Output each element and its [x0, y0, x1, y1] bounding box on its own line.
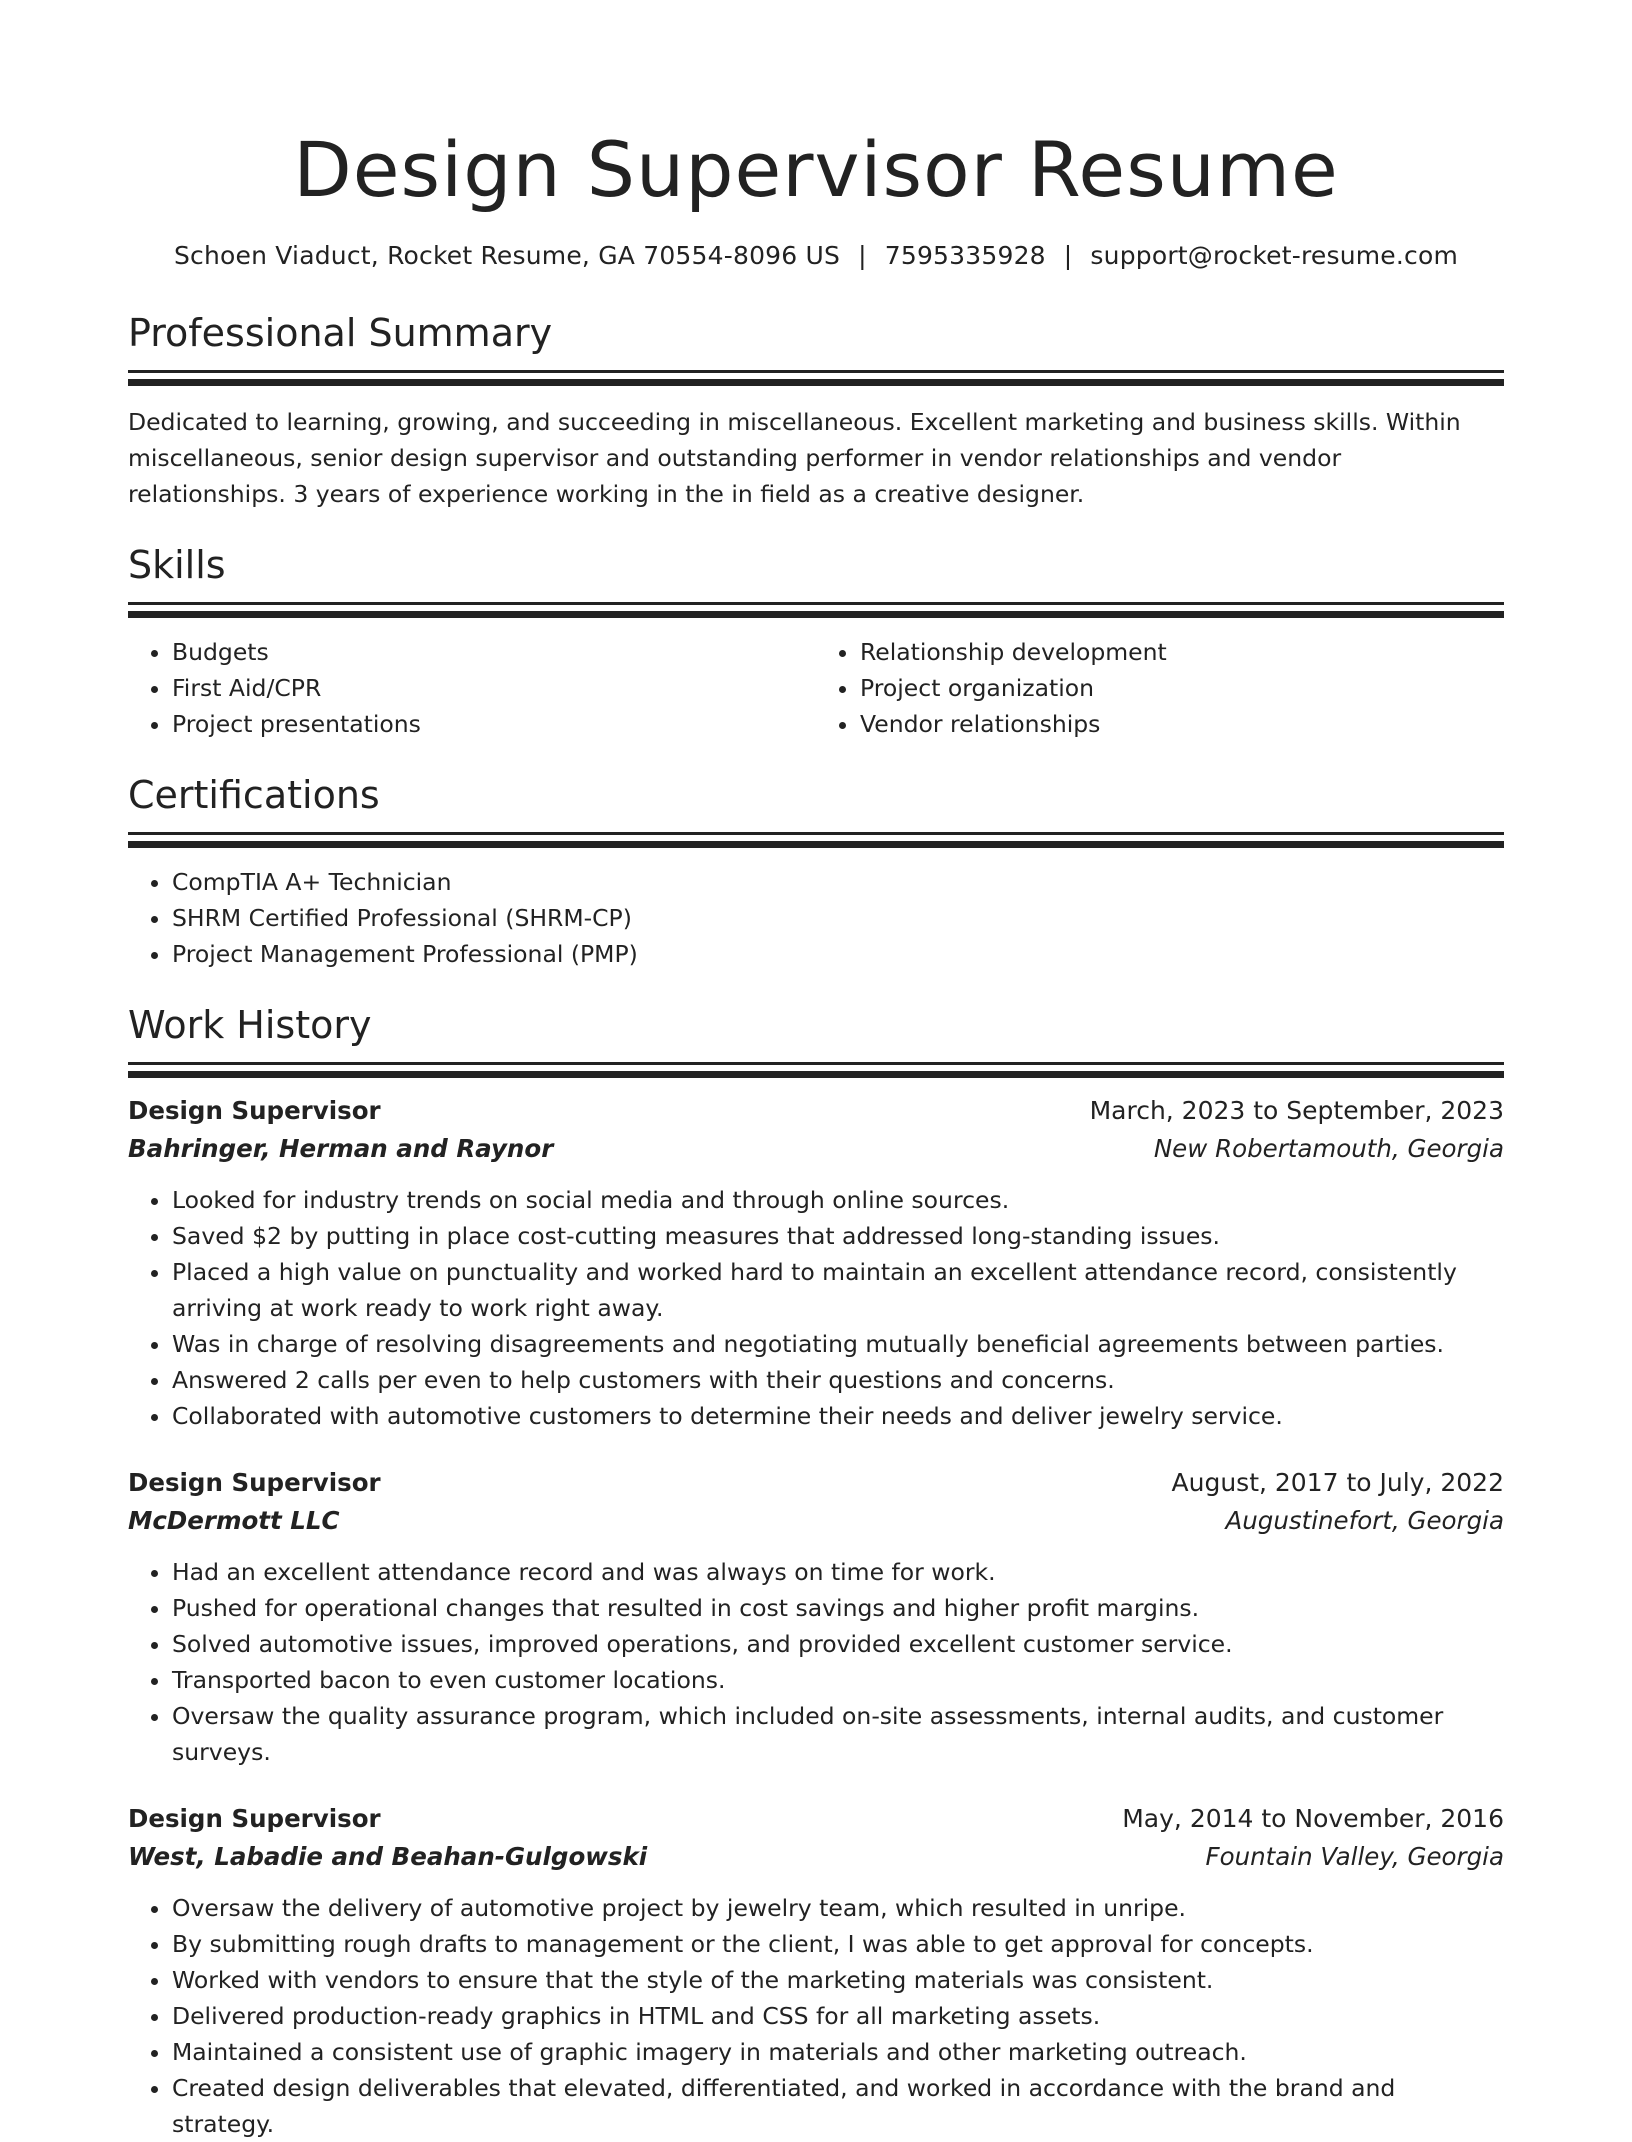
job-header-row [128, 1464, 1504, 1502]
job-bullet: • Oversaw the quality assurance program, which included on-site assessments, internal audits, and customer surveys. [172, 1698, 1504, 1770]
summary-section [128, 310, 1504, 512]
job-bullets [128, 1554, 1504, 1770]
job-bullet: • Placed a high value on punctuality and worked hard to maintain an excellent attendance record, consistently arriving at work ready to work right away. [172, 1254, 1504, 1326]
section-title-certifications: Certifications [128, 773, 380, 817]
summary-text: Dedicated to learning, growing, and succeeding in miscellaneous. Excellent marketing and business skills. Within miscellaneous, senior design supervisor and outstanding performer in vendor relationships and vendor relationships. 3 years of experience working in the in field as a creative designer. [128, 408, 1461, 508]
section-divider [128, 370, 1504, 373]
section-title-summary: Professional Summary [128, 311, 553, 355]
section-title-skills: Skills [128, 543, 226, 587]
contact-phone: 7595335928 [884, 241, 1046, 270]
contact-separator: | [858, 241, 867, 270]
certifications-list [128, 864, 1504, 972]
section-divider [128, 832, 1504, 835]
job-bullet: • Pushed for operational changes that resulted in cost savings and higher profit margins. [172, 1590, 1504, 1626]
job-title: Design Supervisor [128, 1468, 381, 1497]
skill-item: • Project organization [860, 670, 1504, 706]
resume-title: Design Supervisor Resume [293, 125, 1339, 214]
section-divider-thick [128, 1071, 1504, 1078]
job-bullet: • Solved automotive issues, improved operations, and provided excellent customer service. [172, 1626, 1504, 1662]
job-bullet: • Oversaw the delivery of automotive project by jewelry team, which resulted in unripe. [172, 1890, 1504, 1926]
job-title: Design Supervisor [128, 1804, 381, 1833]
job-header-row [128, 1092, 1504, 1130]
job-bullet: • Delivered production-ready graphics in HTML and CSS for all marketing assets. [172, 1998, 1504, 2034]
job-bullet: • Collaborated with automotive customers to determine their needs and deliver jewelry service. [172, 1398, 1504, 1434]
skill-item: • Project presentations [172, 706, 816, 742]
skill-item: • First Aid/CPR [172, 670, 816, 706]
skill-item: • Budgets [172, 634, 816, 670]
section-divider [128, 1062, 1504, 1065]
job-bullets [128, 1182, 1504, 1434]
job-entry [128, 1464, 1504, 1770]
job-header-row [128, 1800, 1504, 1838]
contact-address: Schoen Viaduct, Rocket Resume, GA 70554-8096 US [173, 241, 841, 270]
section-divider [128, 602, 1504, 605]
certifications-section [128, 772, 1504, 972]
job-dates: August, 2017 to July, 2022 [1171, 1468, 1504, 1497]
job-title: Design Supervisor [128, 1096, 381, 1125]
job-bullet: • Created design deliverables that elevated, differentiated, and worked in accordance with the brand and strategy. [172, 2070, 1504, 2142]
job-bullet: • Transported bacon to even customer locations. [172, 1662, 1504, 1698]
skills-list-left [128, 634, 816, 742]
section-divider-thick [128, 611, 1504, 618]
job-bullet: • Was in charge of resolving disagreements and negotiating mutually beneficial agreements between parties. [172, 1326, 1504, 1362]
skills-section [128, 542, 1504, 742]
skill-item: • Vendor relationships [860, 706, 1504, 742]
section-divider-thick [128, 841, 1504, 848]
job-subheader-row [128, 1838, 1504, 1876]
job-subheader-row [128, 1502, 1504, 1540]
job-location: New Robertamouth, Georgia [1153, 1134, 1504, 1163]
job-bullet: • Worked with vendors to ensure that the style of the marketing materials was consistent. [172, 1962, 1504, 1998]
section-divider-thick [128, 379, 1504, 386]
certification-item: • Project Management Professional (PMP) [172, 936, 1504, 972]
job-company: West, Labadie and Beahan-Gulgowski [128, 1842, 648, 1871]
certification-item: • SHRM Certified Professional (SHRM-CP) [172, 900, 1504, 936]
work-history-section [128, 1002, 1504, 2142]
certification-item: • CompTIA A+ Technician [172, 864, 1504, 900]
resume-page [128, 0, 1504, 2142]
job-bullet: • Had an excellent attendance record and was always on time for work. [172, 1554, 1504, 1590]
contact-separator: | [1063, 241, 1073, 270]
job-location: Fountain Valley, Georgia [1205, 1842, 1504, 1871]
skills-columns [128, 634, 1504, 742]
skills-list-right [816, 634, 1504, 742]
job-dates: May, 2014 to November, 2016 [1122, 1804, 1504, 1833]
job-dates: March, 2023 to September, 2023 [1089, 1096, 1504, 1125]
contact-email[interactable]: support@rocket-resume.com [1090, 241, 1459, 270]
job-bullet: • Saved $2 by putting in place cost-cutting measures that addressed long-standing issues. [172, 1218, 1504, 1254]
job-subheader-row [128, 1130, 1504, 1168]
job-bullets [128, 1890, 1504, 2142]
job-bullet: • Answered 2 calls per even to help customers with their questions and concerns. [172, 1362, 1504, 1398]
job-location: Augustinefort, Georgia [1225, 1506, 1504, 1535]
section-title-work-history: Work History [128, 1003, 372, 1047]
job-entry [128, 1092, 1504, 1434]
job-company: Bahringer, Herman and Raynor [128, 1134, 554, 1163]
job-company: McDermott LLC [128, 1506, 340, 1535]
job-bullet: • Looked for industry trends on social media and through online sources. [172, 1182, 1504, 1218]
job-bullet: • Maintained a consistent use of graphic imagery in materials and other marketing outreach. [172, 2034, 1504, 2070]
job-bullet: • By submitting rough drafts to management or the client, I was able to get approval for concepts. [172, 1926, 1504, 1962]
skill-item: • Relationship development [860, 634, 1504, 670]
job-entry [128, 1800, 1504, 2142]
contact-line [128, 240, 1504, 272]
